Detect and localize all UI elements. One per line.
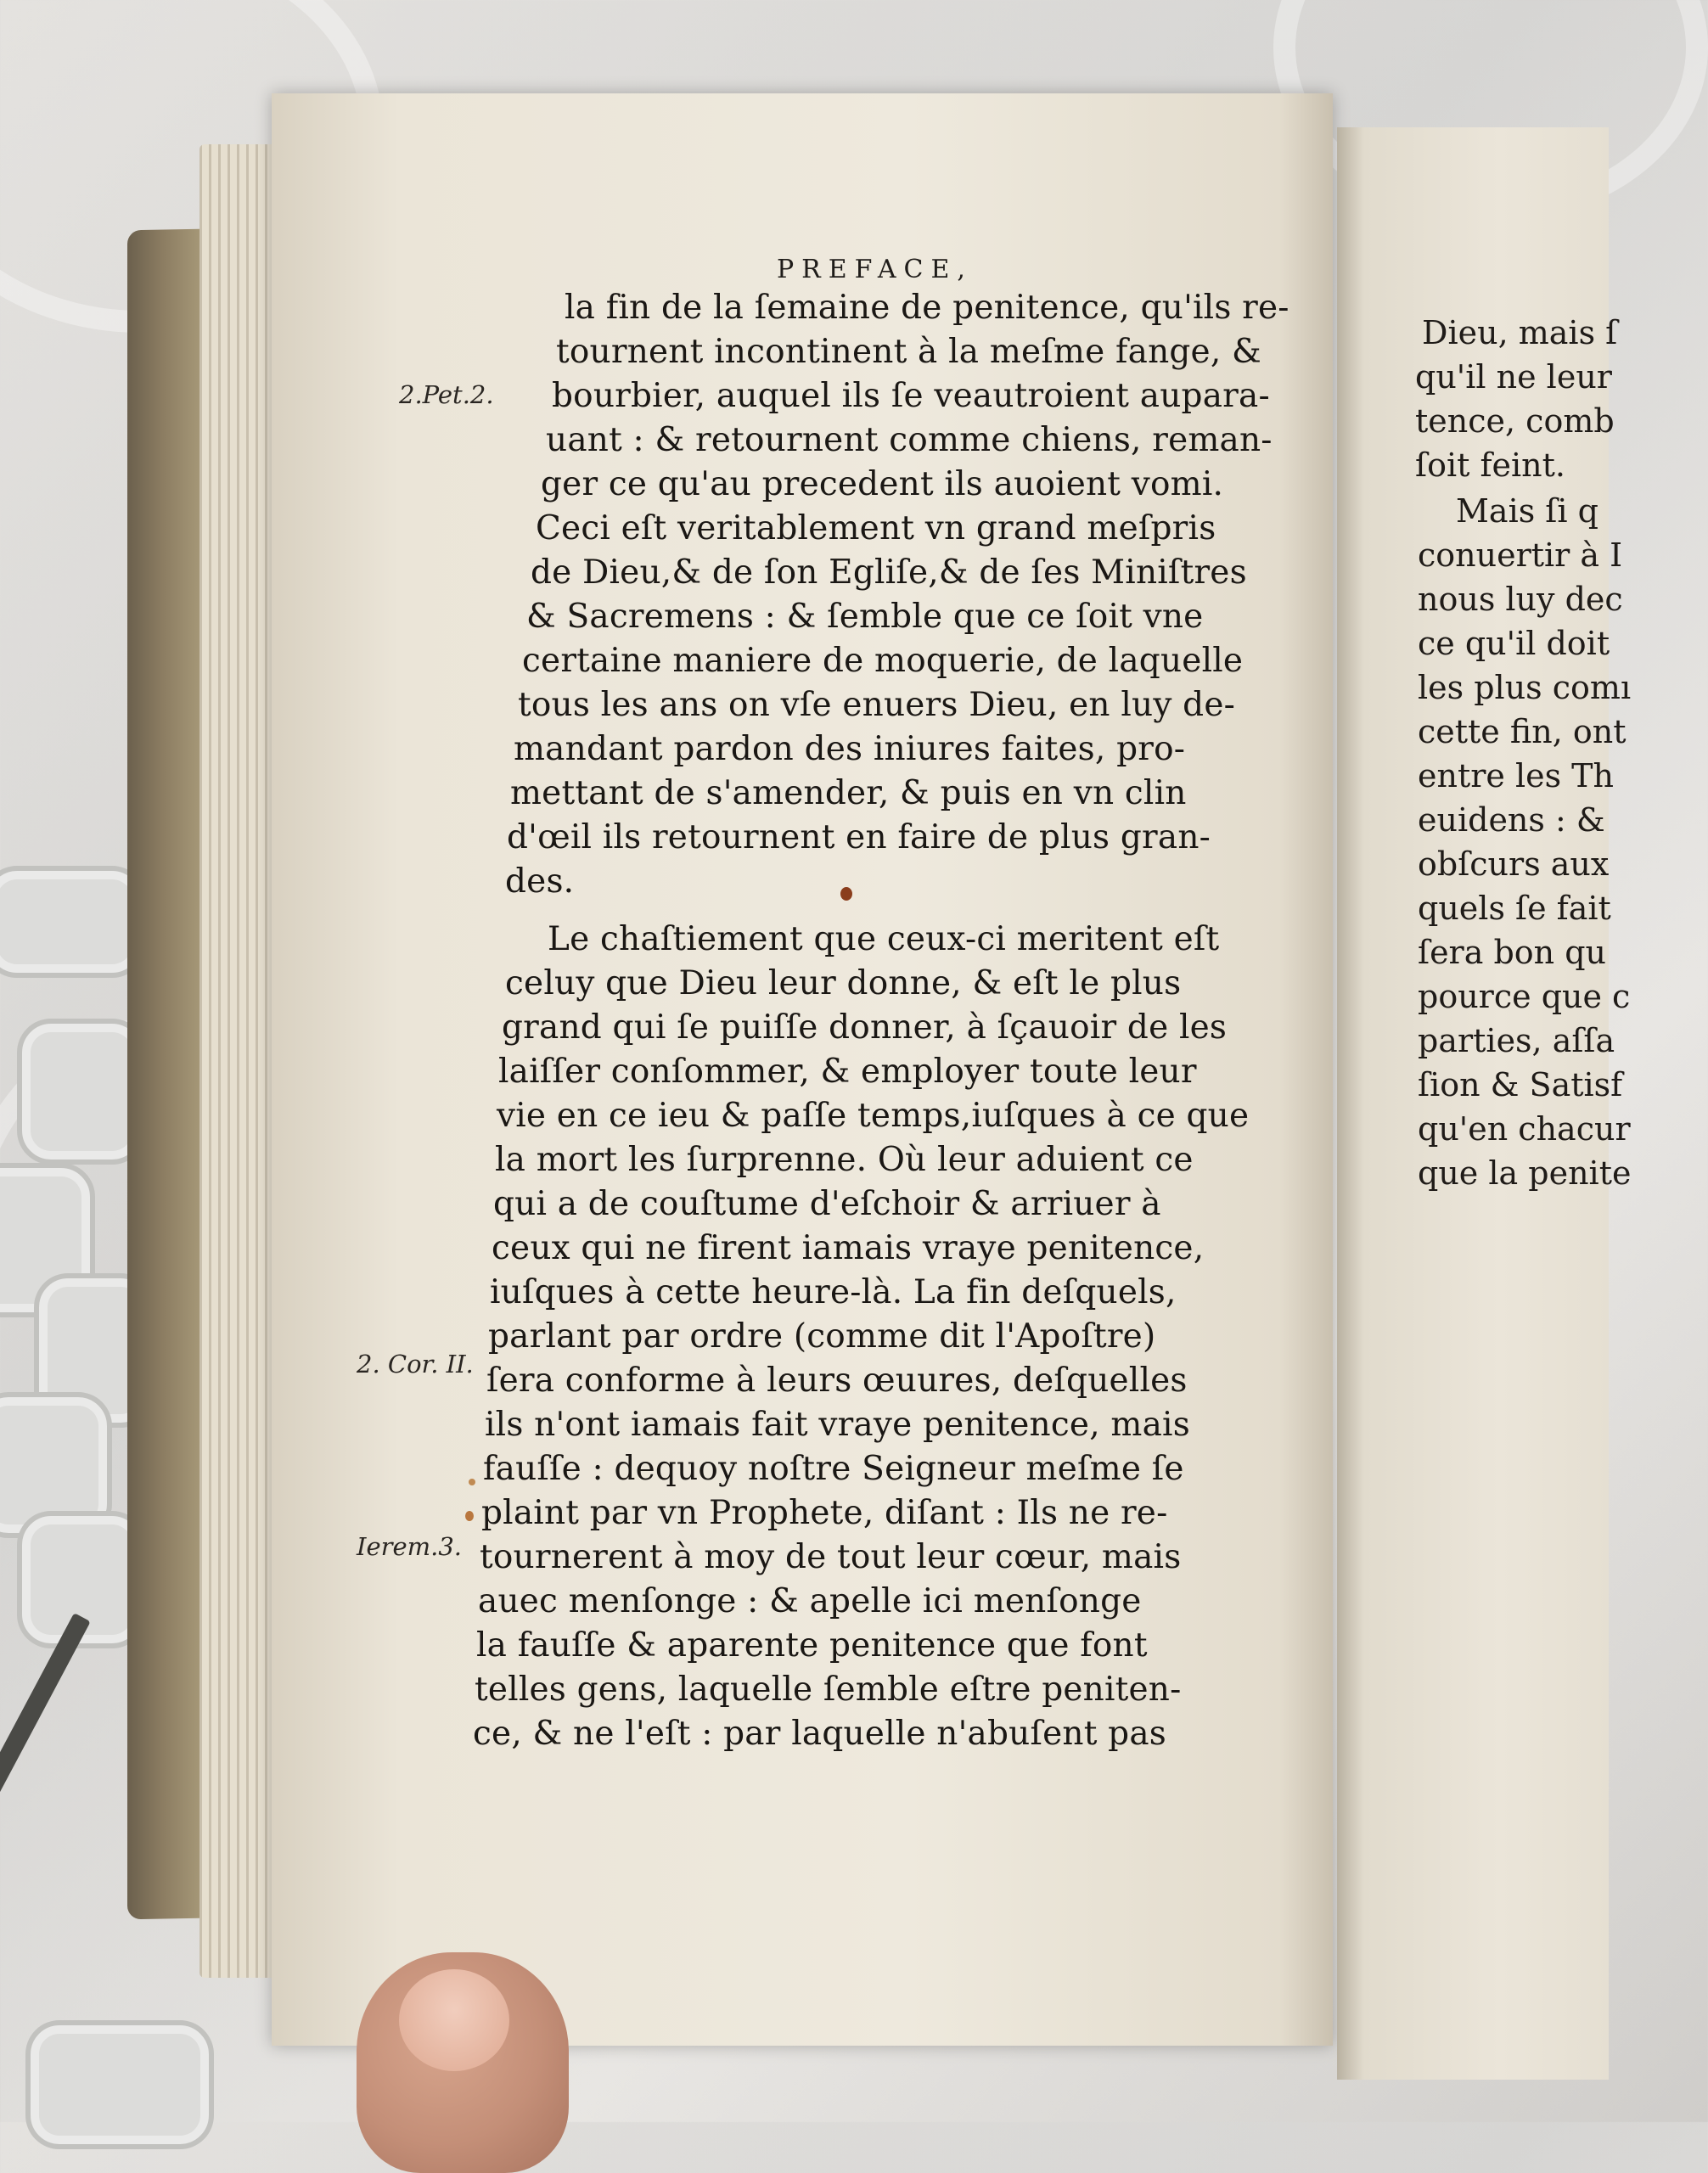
text-line: tournent incontinent à la meſme fange, & <box>556 333 1261 371</box>
text-line: tournerent à moy de tout leur cœur, mais <box>480 1538 1182 1576</box>
text-line: conuertir à I <box>1418 536 1623 574</box>
text-line: euidens : & <box>1418 801 1605 839</box>
margin-note-jeremiah: Ierem.3. <box>357 1532 463 1561</box>
right-page-text <box>1337 127 1632 2122</box>
text-line: nous luy dec <box>1418 581 1623 618</box>
text-line: ce, & ne l'eſt : par laquelle n'abuſent pas <box>473 1715 1167 1753</box>
text-line: ils n'ont iamais fait vraye penitence, mais <box>485 1406 1190 1444</box>
text-line: ſera bon qu <box>1418 934 1607 971</box>
text-line: ſoit feint. <box>1415 446 1565 484</box>
text-line: qu'en chacur <box>1418 1110 1631 1148</box>
foxing-spot <box>469 1479 475 1485</box>
text-line: auec menſonge : & apelle ici menſonge <box>478 1582 1142 1620</box>
text-line: iuſques à cette heure-là. La fin deſquels, <box>490 1273 1177 1311</box>
text-line: de Dieu,& de ſon Egliſe,& de ſes Miniſtres <box>531 553 1247 592</box>
text-line: entre les Th <box>1418 757 1615 795</box>
text-line: Dieu, mais ſ <box>1422 314 1618 351</box>
text-line: fauſſe : dequoy noſtre Seigneur meſme ſe <box>483 1450 1184 1488</box>
ink-stain <box>840 887 852 901</box>
text-line: quels ſe fait <box>1418 890 1611 927</box>
text-line: la mort les ſurprenne. Où leur aduient ce <box>495 1141 1194 1179</box>
text-line: Le chaſtiement que ceux-ci meritent eſt <box>548 920 1220 958</box>
text-line: cette fin, ont <box>1418 713 1627 750</box>
text-line: obſcurs aux <box>1418 845 1610 883</box>
text-line: la fauſſe & aparente penitence que font <box>476 1626 1148 1665</box>
text-line: qui a de couſtume d'eſchoir & arriuer à <box>493 1185 1161 1223</box>
text-line: Ceci eſt veritablement vn grand meſpris <box>536 509 1216 547</box>
text-line: certaine maniere de moquerie, de laquelle <box>522 642 1244 680</box>
cord-bead <box>25 2020 214 2149</box>
text-line: la fin de la ſemaine de penitence, qu'ils re- <box>565 289 1289 327</box>
text-line: des. <box>505 862 575 901</box>
text-line: laiſſer conſommer, & employer toute leur <box>498 1053 1197 1091</box>
text-line: pource que c <box>1418 978 1631 1015</box>
text-line: ce qu'il doit <box>1418 625 1610 662</box>
text-line: Mais ſi q <box>1456 492 1598 530</box>
text-line: parties, aſſa <box>1418 1022 1615 1059</box>
text-line: grand qui ſe puiſſe donner, à ſçauoir de les <box>502 1008 1228 1047</box>
text-line: tous les ans on vſe enuers Dieu, en luy de- <box>518 686 1235 724</box>
text-line: & Sacremens : & ſemble que ce ſoit vne <box>526 598 1204 636</box>
margin-note-corinthians: 2. Cor. II. <box>357 1350 474 1378</box>
running-header: PREFACE, <box>777 255 973 284</box>
text-line: mandant pardon des iniures faites, pro- <box>514 730 1186 768</box>
text-line: bourbier, auquel ils ſe veautroient aupara- <box>552 377 1270 415</box>
text-line: parlant par ordre (comme dit l'Apoſtre) <box>488 1317 1156 1356</box>
text-line: ſion & Satisf <box>1418 1066 1623 1103</box>
text-line: uant : & retournent comme chiens, reman- <box>546 421 1273 459</box>
text-line: ceux qui ne firent iamais vraye penitence, <box>492 1229 1205 1267</box>
text-line: que la penite <box>1418 1154 1632 1192</box>
thumbnail <box>399 1969 509 2071</box>
text-line: d'œil ils retournent en faire de plus gran- <box>507 818 1211 856</box>
text-line: qu'il ne leur <box>1415 358 1612 396</box>
text-line: vie en ce ieu & paſſe temps,iuſques à ce que <box>497 1097 1250 1135</box>
text-line: ger ce qu'au precedent ils auoient vomi. <box>541 465 1224 503</box>
text-line: plaint par vn Prophete, diſant : Ils ne re- <box>481 1494 1168 1532</box>
text-line: tence, comb <box>1415 402 1615 440</box>
text-line: celuy que Dieu leur donne, & eſt le plus <box>505 964 1182 1002</box>
foxing-spot <box>465 1511 474 1521</box>
text-line: ſera conforme à leurs œuures, deſquelles <box>486 1362 1188 1400</box>
text-line: les plus comı <box>1418 669 1632 706</box>
text-line: telles gens, laquelle ſemble eſtre peniten- <box>475 1670 1182 1709</box>
text-line: mettant de s'amender, & puis en vn clin <box>510 774 1187 812</box>
margin-note-peter: 2.Pet.2. <box>399 380 494 409</box>
cord-bead <box>0 866 146 978</box>
